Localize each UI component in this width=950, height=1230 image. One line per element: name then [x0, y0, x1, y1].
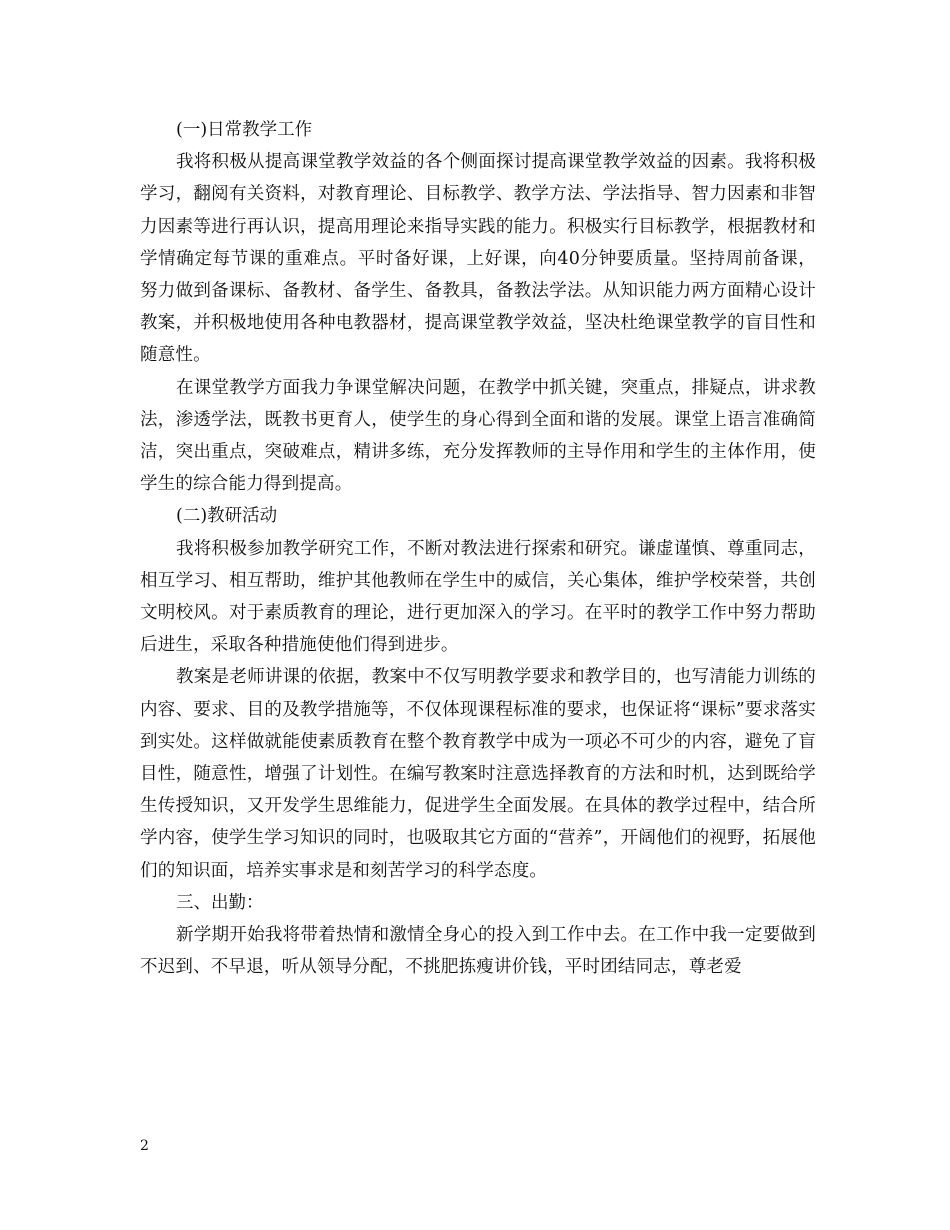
page-number: 2 — [140, 1138, 149, 1154]
section-heading-daily-teaching: (一)日常教学工作 — [176, 120, 313, 140]
section-heading-attendance: 三、出勤： — [176, 892, 264, 913]
paragraph: 教案是老师讲课的依据，教案中不仅写明教学要求和教学目的，也写清能力训练的内容、要求、目的及教学措施等，不仅体现课程标准的要求，也保证将“课标”要求落实到实处。这样做就能使素质教育在整个教育教学中成为一项必不可少的内容，避免了盲目性，随意性，增强了计划性。在编写教案时注意选择教育的方法和时机，达到既给学生传授知识，又开发学生思维能力，促进学生全面发展。在具体的教学过程中，结合所学内容，使学生学习知识的同时，也吸取其它方面的“营养”，开阔他们的视野，拓展他们的知识面，培养实事求是和刻苦学习的科学态度。 — [140, 667, 816, 881]
paragraph: 我将积极从提高课堂教学效益的各个侧面探讨提高课堂教学效益的因素。我将积极学习，翻阅有关资料，对教育理论、目标教学、教学方法、学法指导、智力因素和非智力因素等进行再认识，提高用理论来指导实践的能力。积极实行目标教学，根据教材和学情确定每节课的重难点。平时备好课，上好课，向40分钟要质量。坚持周前备课，努力做到备课标、备教材、备学生、备教具，备教法学法。从知识能力两方面精心设计教案，并积极地使用各种电教器材，提高课堂教学效益，坚决杜绝课堂教学的盲目性和随意性。 — [140, 152, 816, 366]
document-body — [140, 114, 816, 983]
section-heading-teaching-research: (二)教研活动 — [176, 506, 278, 527]
paragraph: 我将积极参加教学研究工作，不断对教法进行探索和研究。谦虚谨慎、尊重同志，相互学习、相互帮助，维护其他教师在学生中的威信，关心集体，维护学校荣誉，共创文明校风。对于素质教育的理论，进行更加深入的学习。在平时的教学工作中努力帮助后进生，采取各种措施使他们得到进步。 — [140, 538, 816, 656]
paragraph: 在课堂教学方面我力争课堂解决问题，在教学中抓关键，突重点，排疑点，讲求教法，渗透学法，既教书更育人，使学生的身心得到全面和谐的发展。课堂上语言准确简洁，突出重点，突破难点，精讲多练，充分发挥教师的主导作用和学生的主体作用，使学生的综合能力得到提高。 — [140, 377, 816, 495]
paragraph: 新学期开始我将带着热情和激情全身心的投入到工作中去。在工作中我一定要做到不迟到、不早退，听从领导分配，不挑肥拣瘦讲价钱，平时团结同志，尊老爱 — [140, 925, 816, 978]
